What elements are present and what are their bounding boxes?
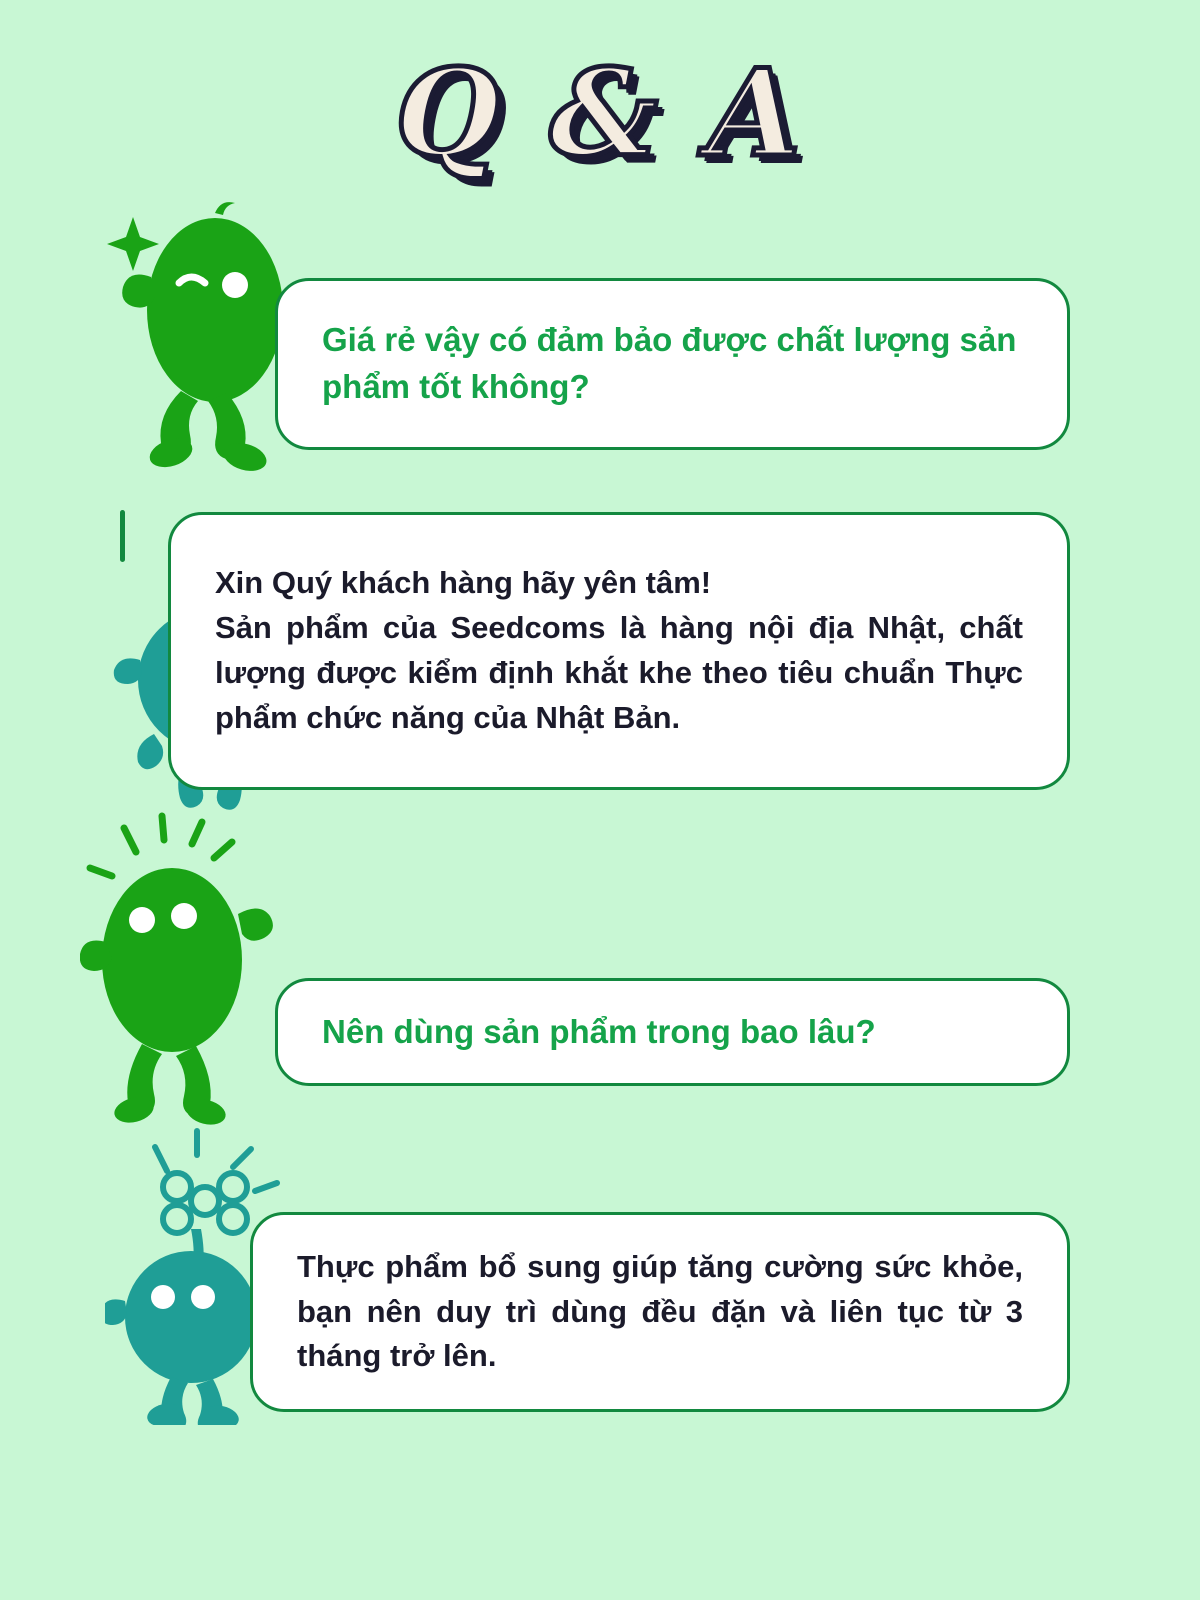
answer-card-2[interactable] — [250, 1212, 1070, 1412]
question-card-1[interactable] — [275, 278, 1070, 450]
question-text-2: Nên dùng sản phẩm trong bao lâu? — [322, 1012, 876, 1050]
answer-card-1-inner — [171, 561, 1067, 741]
question-card-2-inner — [278, 1009, 1067, 1056]
green-bean-mascot — [95, 195, 305, 490]
answer-card-1[interactable] — [168, 512, 1070, 790]
question-card-1-inner — [278, 317, 1067, 411]
answer-line-2-1: Thực phẩm bổ sung giúp tăng cường sức khỏe, bạn nên duy trì dùng đều đặn và liên tục từ 3 tháng trở lên. — [297, 1248, 1023, 1374]
question-text-1: Giá rẻ vậy có đảm bảo được chất lượng sản phẩm tốt không? — [322, 321, 1017, 405]
answer-block-1 — [215, 561, 1023, 741]
question-card-2[interactable] — [275, 978, 1070, 1086]
answer-block-2 — [297, 1245, 1023, 1380]
answer-line-1-1: Xin Quý khách hàng hãy yên tâm! — [215, 565, 712, 601]
page-title-container — [0, 43, 1200, 184]
page-title: Q & A — [395, 43, 805, 184]
green-spiky-mascot — [80, 810, 310, 1135]
answer-line-1-2: Sản phẩm của Seedcoms là hàng nội địa Nhật, chất lượng được kiểm định khắt khe theo tiêu chuẩn Thực phẩm chức năng của Nhật Bản. — [215, 610, 1023, 735]
answer-card-2-inner — [253, 1245, 1067, 1380]
decorative-line — [120, 510, 125, 562]
